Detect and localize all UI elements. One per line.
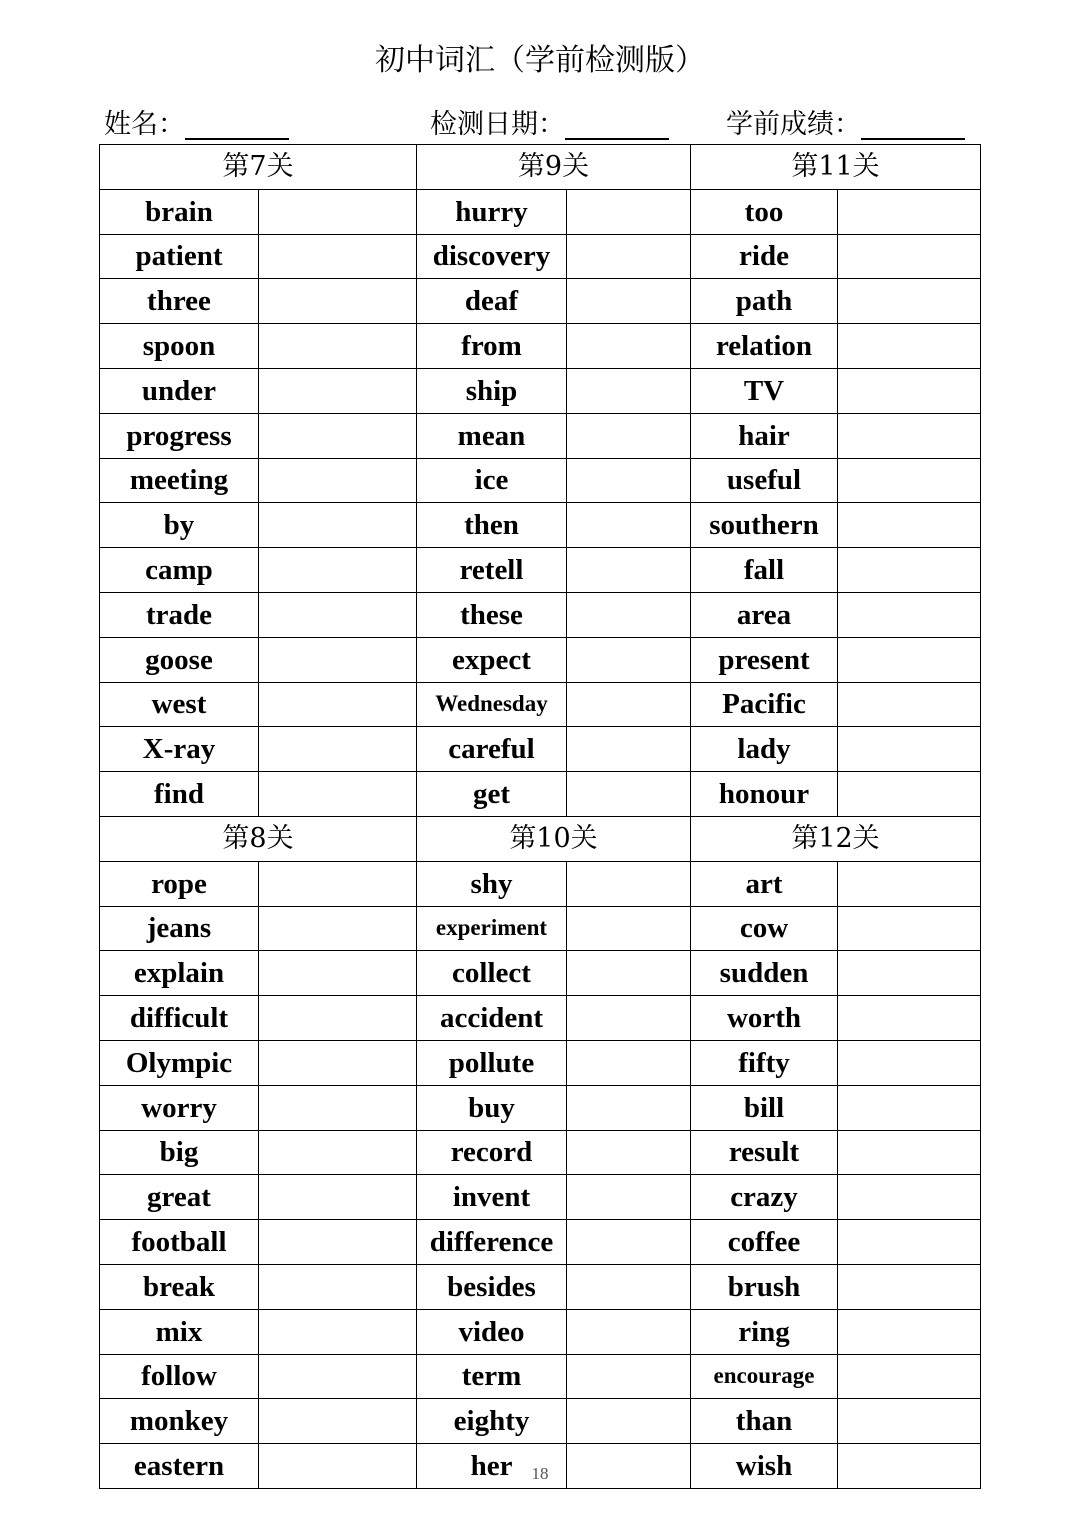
vocab-word: brain <box>100 189 259 234</box>
vocab-word: wish <box>691 1444 838 1489</box>
answer-cell[interactable] <box>838 368 981 413</box>
vocab-word: area <box>691 592 838 637</box>
vocab-word: mix <box>100 1309 259 1354</box>
level-header: 第7关 <box>100 145 417 190</box>
table-row <box>100 189 981 234</box>
vocab-word: accident <box>417 996 567 1041</box>
answer-cell[interactable] <box>259 234 417 279</box>
vocab-word: experiment <box>417 906 567 951</box>
level-header: 第9关 <box>417 145 691 190</box>
table-row <box>100 682 981 727</box>
answer-cell[interactable] <box>567 279 691 324</box>
answer-cell[interactable] <box>567 637 691 682</box>
answer-cell[interactable] <box>838 1399 981 1444</box>
answer-cell[interactable] <box>567 1040 691 1085</box>
answer-cell[interactable] <box>259 1399 417 1444</box>
vocab-word: her <box>417 1444 567 1489</box>
vocab-word: TV <box>691 368 838 413</box>
vocab-word: pollute <box>417 1040 567 1085</box>
vocab-word: art <box>691 861 838 906</box>
vocab-word: path <box>691 279 838 324</box>
vocab-word: ride <box>691 234 838 279</box>
vocab-word: invent <box>417 1175 567 1220</box>
answer-cell[interactable] <box>838 548 981 593</box>
answer-cell[interactable] <box>838 772 981 817</box>
vocab-word: collect <box>417 951 567 996</box>
vocab-word: three <box>100 279 259 324</box>
vocab-word: present <box>691 637 838 682</box>
answer-cell[interactable] <box>838 861 981 906</box>
vocab-word: X-ray <box>100 727 259 772</box>
vocab-word: coffee <box>691 1220 838 1265</box>
answer-cell[interactable] <box>838 1085 981 1130</box>
answer-cell[interactable] <box>567 324 691 369</box>
answer-cell[interactable] <box>259 727 417 772</box>
answer-cell[interactable] <box>567 1309 691 1354</box>
answer-cell[interactable] <box>838 906 981 951</box>
answer-cell[interactable] <box>838 1130 981 1175</box>
vocab-word: under <box>100 368 259 413</box>
answer-cell[interactable] <box>259 861 417 906</box>
answer-cell[interactable] <box>838 1220 981 1265</box>
answer-cell[interactable] <box>567 234 691 279</box>
answer-cell[interactable] <box>259 951 417 996</box>
date-label: 检测日期： <box>430 109 565 140</box>
answer-cell[interactable] <box>567 1175 691 1220</box>
answer-cell[interactable] <box>259 1130 417 1175</box>
answer-cell[interactable] <box>838 682 981 727</box>
answer-cell[interactable] <box>567 189 691 234</box>
vocab-word: spoon <box>100 324 259 369</box>
vocab-word: west <box>100 682 259 727</box>
vocab-word: great <box>100 1175 259 1220</box>
level-header-row <box>100 145 981 190</box>
vocab-word: ship <box>417 368 567 413</box>
table-row <box>100 279 981 324</box>
vocab-word: brush <box>691 1264 838 1309</box>
answer-cell[interactable] <box>259 548 417 593</box>
answer-cell[interactable] <box>259 279 417 324</box>
level-header: 第12关 <box>691 816 981 861</box>
vocab-word: useful <box>691 458 838 503</box>
answer-cell[interactable] <box>567 682 691 727</box>
vocab-word: meeting <box>100 458 259 503</box>
vocab-word: big <box>100 1130 259 1175</box>
answer-cell[interactable] <box>838 1354 981 1399</box>
answer-cell[interactable] <box>567 592 691 637</box>
answer-cell[interactable] <box>259 682 417 727</box>
page-title: 初中词汇（学前检测版） <box>375 43 705 78</box>
answer-cell[interactable] <box>567 548 691 593</box>
vocab-word: eighty <box>417 1399 567 1444</box>
answer-cell[interactable] <box>259 458 417 503</box>
vocab-word: break <box>100 1264 259 1309</box>
vocab-word: patient <box>100 234 259 279</box>
answer-cell[interactable] <box>567 1130 691 1175</box>
answer-cell[interactable] <box>838 413 981 458</box>
vocab-word: retell <box>417 548 567 593</box>
vocab-word: camp <box>100 548 259 593</box>
vocab-word: buy <box>417 1085 567 1130</box>
answer-cell[interactable] <box>567 996 691 1041</box>
vocab-word: these <box>417 592 567 637</box>
vocab-word: lady <box>691 727 838 772</box>
vocab-word: jeans <box>100 906 259 951</box>
score-blank[interactable] <box>861 110 965 140</box>
answer-cell[interactable] <box>259 1264 417 1309</box>
answer-cell[interactable] <box>259 1309 417 1354</box>
vocab-word: monkey <box>100 1399 259 1444</box>
answer-cell[interactable] <box>259 1085 417 1130</box>
table-row <box>100 1264 981 1309</box>
vocabulary-table <box>99 144 981 1489</box>
vocab-word: worth <box>691 996 838 1041</box>
vocab-word: follow <box>100 1354 259 1399</box>
table-row <box>100 413 981 458</box>
table-row <box>100 951 981 996</box>
vocab-word: bill <box>691 1085 838 1130</box>
answer-cell[interactable] <box>259 1220 417 1265</box>
answer-cell[interactable] <box>838 637 981 682</box>
answer-cell[interactable] <box>838 189 981 234</box>
date-field <box>430 106 669 144</box>
answer-cell[interactable] <box>838 503 981 548</box>
vocab-word: shy <box>417 861 567 906</box>
level-header: 第8关 <box>100 816 417 861</box>
vocab-word: fall <box>691 548 838 593</box>
answer-cell[interactable] <box>838 1040 981 1085</box>
vocab-word: result <box>691 1130 838 1175</box>
answer-cell[interactable] <box>838 592 981 637</box>
answer-cell[interactable] <box>567 1354 691 1399</box>
table-row <box>100 1399 981 1444</box>
level-header: 第11关 <box>691 145 981 190</box>
answer-cell[interactable] <box>567 458 691 503</box>
answer-cell[interactable] <box>838 996 981 1041</box>
vocab-word: difficult <box>100 996 259 1041</box>
vocab-word: explain <box>100 951 259 996</box>
answer-cell[interactable] <box>259 592 417 637</box>
vocab-word: careful <box>417 727 567 772</box>
answer-cell[interactable] <box>259 906 417 951</box>
vocab-word: Wednesday <box>417 682 567 727</box>
answer-cell[interactable] <box>259 189 417 234</box>
vocab-word: from <box>417 324 567 369</box>
vocab-word: relation <box>691 324 838 369</box>
vocab-word: eastern <box>100 1444 259 1489</box>
answer-cell[interactable] <box>567 368 691 413</box>
vocab-word: ring <box>691 1309 838 1354</box>
date-blank[interactable] <box>565 110 669 140</box>
answer-cell[interactable] <box>259 503 417 548</box>
vocab-word: southern <box>691 503 838 548</box>
vocab-word: worry <box>100 1085 259 1130</box>
table-row <box>100 234 981 279</box>
vocab-word: expect <box>417 637 567 682</box>
table-row <box>100 503 981 548</box>
table-row <box>100 1040 981 1085</box>
answer-cell[interactable] <box>259 996 417 1041</box>
answer-cell[interactable] <box>259 637 417 682</box>
answer-cell[interactable] <box>259 368 417 413</box>
table-row <box>100 368 981 413</box>
vocab-word: video <box>417 1309 567 1354</box>
answer-cell[interactable] <box>259 1175 417 1220</box>
vocab-word: find <box>100 772 259 817</box>
vocab-word: then <box>417 503 567 548</box>
page-number: 18 <box>531 1464 549 1483</box>
answer-cell[interactable] <box>838 1175 981 1220</box>
table-row <box>100 772 981 817</box>
answer-cell[interactable] <box>259 772 417 817</box>
answer-cell[interactable] <box>567 727 691 772</box>
answer-cell[interactable] <box>838 234 981 279</box>
table-row <box>100 861 981 906</box>
table-row <box>100 324 981 369</box>
answer-cell[interactable] <box>838 1309 981 1354</box>
vocab-word: goose <box>100 637 259 682</box>
answer-cell[interactable] <box>838 1264 981 1309</box>
vocab-word: progress <box>100 413 259 458</box>
vocab-word: trade <box>100 592 259 637</box>
vocab-word: get <box>417 772 567 817</box>
score-field <box>726 106 965 144</box>
answer-cell[interactable] <box>567 861 691 906</box>
vocab-word: than <box>691 1399 838 1444</box>
answer-cell[interactable] <box>567 1399 691 1444</box>
table-row <box>100 906 981 951</box>
table-row <box>100 637 981 682</box>
vocab-word: crazy <box>691 1175 838 1220</box>
vocab-word: by <box>100 503 259 548</box>
vocab-word: too <box>691 189 838 234</box>
answer-cell[interactable] <box>838 458 981 503</box>
score-label: 学前成绩： <box>726 109 861 140</box>
vocab-word: Pacific <box>691 682 838 727</box>
vocab-word: besides <box>417 1264 567 1309</box>
name-field <box>104 106 289 144</box>
table-row <box>100 996 981 1041</box>
answer-cell[interactable] <box>567 1264 691 1309</box>
table-row <box>100 1354 981 1399</box>
level-header: 第10关 <box>417 816 691 861</box>
vocab-word: hair <box>691 413 838 458</box>
answer-cell[interactable] <box>567 951 691 996</box>
answer-cell[interactable] <box>838 324 981 369</box>
vocab-word: mean <box>417 413 567 458</box>
vocab-word: difference <box>417 1220 567 1265</box>
table-row <box>100 592 981 637</box>
answer-cell[interactable] <box>259 324 417 369</box>
vocab-word: cow <box>691 906 838 951</box>
answer-cell[interactable] <box>259 413 417 458</box>
vocab-word: discovery <box>417 234 567 279</box>
table-row <box>100 1085 981 1130</box>
answer-cell[interactable] <box>567 1220 691 1265</box>
table-row <box>100 458 981 503</box>
vocab-word: Olympic <box>100 1040 259 1085</box>
answer-cell[interactable] <box>567 503 691 548</box>
answer-cell[interactable] <box>567 906 691 951</box>
level-header-row <box>100 816 981 861</box>
vocab-word: honour <box>691 772 838 817</box>
vocab-word: football <box>100 1220 259 1265</box>
table-row <box>100 548 981 593</box>
answer-cell[interactable] <box>838 279 981 324</box>
table-row <box>100 1220 981 1265</box>
answer-cell[interactable] <box>567 413 691 458</box>
table-row <box>100 727 981 772</box>
table-row <box>100 1309 981 1354</box>
vocab-word: rope <box>100 861 259 906</box>
answer-cell[interactable] <box>259 1040 417 1085</box>
vocab-word: record <box>417 1130 567 1175</box>
answer-cell[interactable] <box>838 951 981 996</box>
table-row <box>100 1175 981 1220</box>
vocab-word: deaf <box>417 279 567 324</box>
vocab-word: fifty <box>691 1040 838 1085</box>
answer-cell[interactable] <box>567 1085 691 1130</box>
vocab-word: term <box>417 1354 567 1399</box>
name-label: 姓名： <box>104 109 185 140</box>
vocab-word: hurry <box>417 189 567 234</box>
name-blank[interactable] <box>185 110 289 140</box>
vocab-word: encourage <box>691 1354 838 1399</box>
table-row <box>100 1130 981 1175</box>
answer-cell[interactable] <box>838 727 981 772</box>
vocab-word: sudden <box>691 951 838 996</box>
vocab-word: ice <box>417 458 567 503</box>
answer-cell[interactable] <box>567 772 691 817</box>
answer-cell[interactable] <box>259 1354 417 1399</box>
